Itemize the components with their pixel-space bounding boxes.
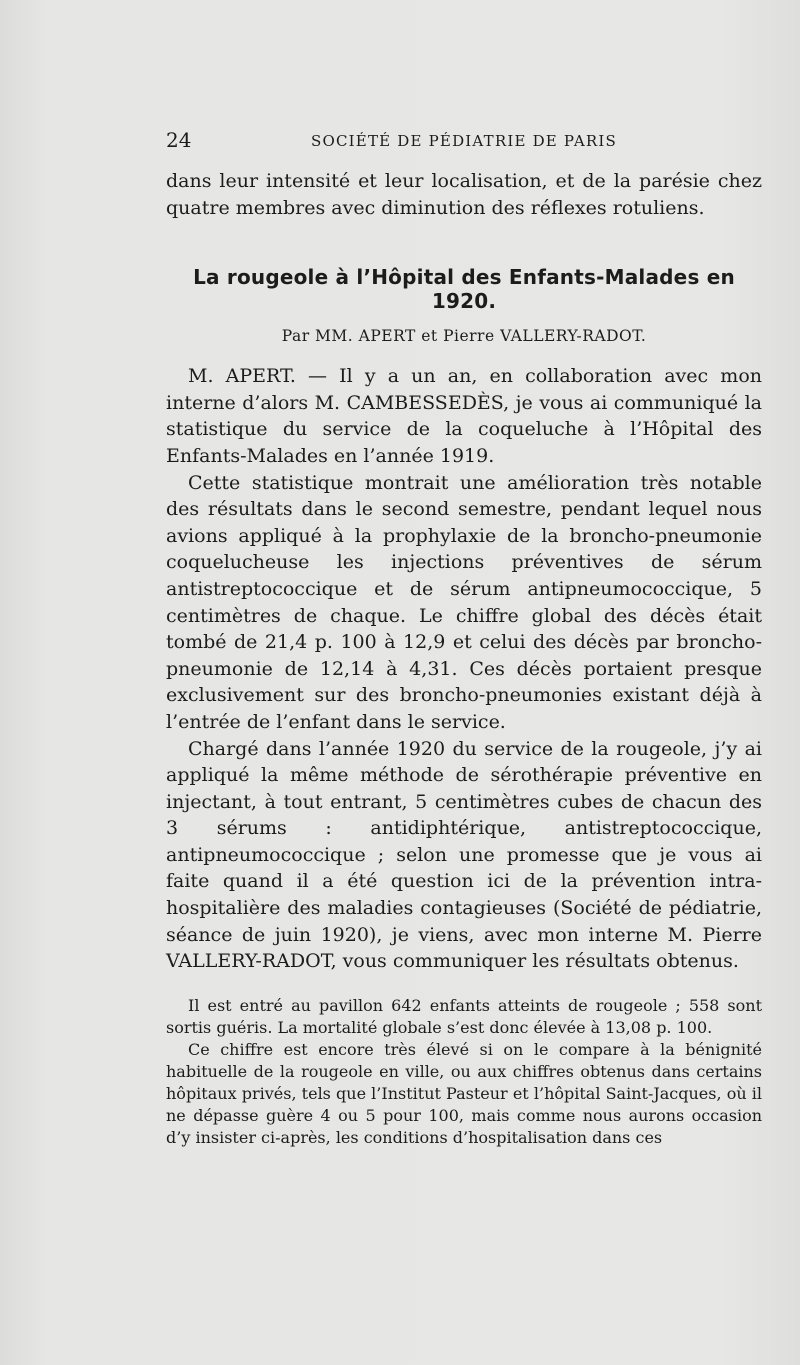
paragraph-3: Chargé dans l’année 1920 du service de la rougeole, j’y ai appliqué la même méthode de sérothérapie préventive en injectant, à tout entrant, 5 centimètres cubes de chacun des 3 sérums : antidiphtérique, antistreptococcique, antipneumococcique ; selon une promesse que je vous ai faite quand il a été question ici de la prévention intra-hospitalière des maladies contagieuses (Société de pédiatrie, séance de juin 1920), je viens, avec mon interne M. Pierre VALLERY-RADOT, vous communiquer les résultats obtenus. (166, 737, 762, 973)
page-header (166, 128, 762, 158)
paragraph-2: Cette statistique montrait une amélioration très notable des résultats dans le second semestre, pendant lequel nous avions appliqué à la prophylaxie de la broncho-pneumonie coquelucheuse les injections préventives de sérum antistreptococcique et de sérum antipneumococcique, 5 centimètres de chaque. Le chiffre global des décès était tombé de 21,4 p. 100 à 12,9 et celui des décès par broncho-pneumonie de 12,14 à 4,31. Ces décès portaient presque exclusivement sur des broncho-pneumonies existant déjà à l’entrée de l’enfant dans le service. (166, 471, 762, 733)
article-authors: Par MM. APERT et Pierre VALLERY-RADOT. (281, 327, 647, 346)
paragraph-1: M. APERT. — Il y a un an, en collaboration avec mon interne d’alors M. CAMBESSEDÈS, je vous ai communiqué la statistique du service de la coqueluche à l’Hôpital des Enfants-Malades en l’année 1919. (166, 365, 762, 467)
small-print-block (166, 995, 762, 1149)
small-paragraph-1: Il est entré au pavillon 642 enfants atteints de rougeole ; 558 sont sortis guéris. La mortalité globale s’est donc élevée à 13,08 p. 100. (166, 995, 762, 1037)
small-paragraph-2: Ce chiffre est encore très élevé si on le compare à la bénignité habituelle de la rougeole en ville, ou aux chiffres obtenus dans certains hôpitaux privés, tels que l’Institut Pasteur et l’hôpital Saint-Jacques, où il ne dépasse guère 4 ou 5 pour 100, mais comme nous aurons occasion d’y insister ci-après, les conditions d’hospitalisation dans ces (166, 1039, 762, 1147)
continuation-paragraph: dans leur intensité et leur localisation, et de la parésie chez quatre membres avec diminution des réflexes rotuliens. (166, 170, 762, 219)
page-number: 24 (166, 128, 192, 152)
running-title: SOCIÉTÉ DE PÉDIATRIE DE PARIS (311, 132, 617, 150)
body-text (166, 168, 762, 1149)
article-title: La rougeole à l’Hôpital des Enfants-Malades en 1920. (193, 265, 735, 314)
